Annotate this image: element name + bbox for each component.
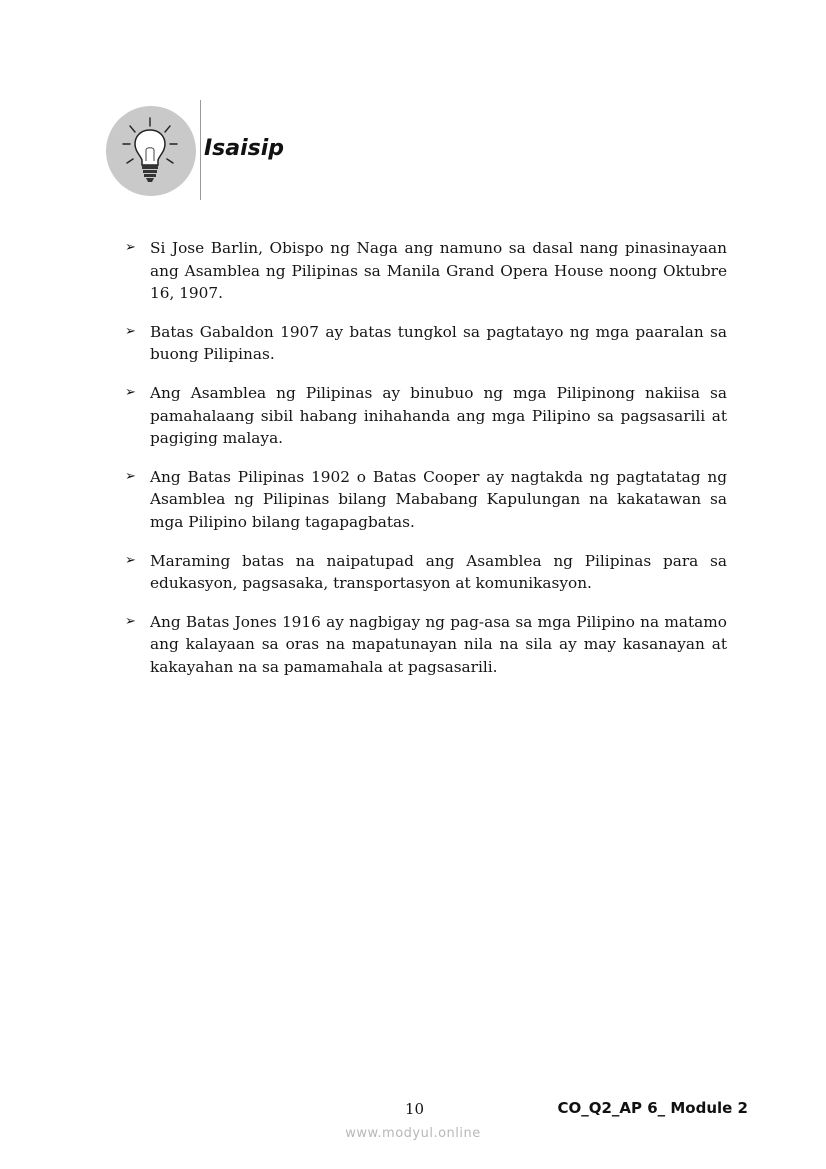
header-divider: [200, 100, 201, 200]
arrow-bullet-icon: ➢: [125, 613, 136, 629]
section-title: Isaisip: [204, 136, 285, 161]
list-item-text: Ang Asamblea ng Pilipinas ay binubuo ng mga Pilipinong nakiisa sa pamahalaang sibil habang inihahanda ang mga Pilipino sa pagsasarili at pagiging malaya.: [150, 383, 727, 448]
arrow-bullet-icon: ➢: [125, 323, 136, 339]
list-item: [124, 466, 727, 534]
list-item-text: Si Jose Barlin, Obispo ng Naga ang namuno sa dasal nang pinasinayaan ang Asamblea ng Pilipinas sa Manila Grand Opera House noong Oktubre 16, 1907.: [150, 239, 727, 303]
list-item-text: Ang Batas Jones 1916 ay nagbigay ng pag-asa sa mga Pilipino na matamo ang kalayaan sa oras na mapatunayan nila na sila ay may kasanayan at kakayahan na sa pamamahala at pagsasarili.: [150, 612, 727, 676]
section-header: [100, 98, 360, 202]
arrow-bullet-icon: ➢: [125, 384, 136, 400]
arrow-bullet-icon: ➢: [125, 468, 136, 484]
list-item-text: Batas Gabaldon 1907 ay batas tungkol sa pagtatayo ng mga paaralan sa buong Pilipinas.: [150, 322, 727, 364]
list-item-text: Ang Batas Pilipinas 1902 o Batas Cooper ay nagtakda ng pagtatatag ng Asamblea ng Pilipinas bilang Mababang Kapulungan na kakatawan sa mga Pilipino bilang tagapagbatas.: [150, 467, 727, 531]
lightbulb-icon: [106, 106, 196, 196]
module-code: CO_Q2_AP 6_ Module 2: [557, 1099, 748, 1117]
arrow-bullet-icon: ➢: [125, 240, 136, 255]
list-item-text: Maraming batas na naipatupad ang Asamblea ng Pilipinas para sa edukasyon, pagsasaka, transportasyon at komunikasyon.: [150, 551, 727, 593]
list-item: [124, 382, 727, 450]
list-item: [124, 237, 727, 305]
watermark: www.modyul.online: [345, 1126, 481, 1141]
arrow-bullet-icon: ➢: [125, 552, 136, 568]
list-item: [124, 611, 727, 679]
key-points-list: [124, 237, 727, 695]
list-item: [124, 550, 727, 595]
list-item: [124, 321, 727, 366]
page-number: 10: [405, 1100, 425, 1118]
